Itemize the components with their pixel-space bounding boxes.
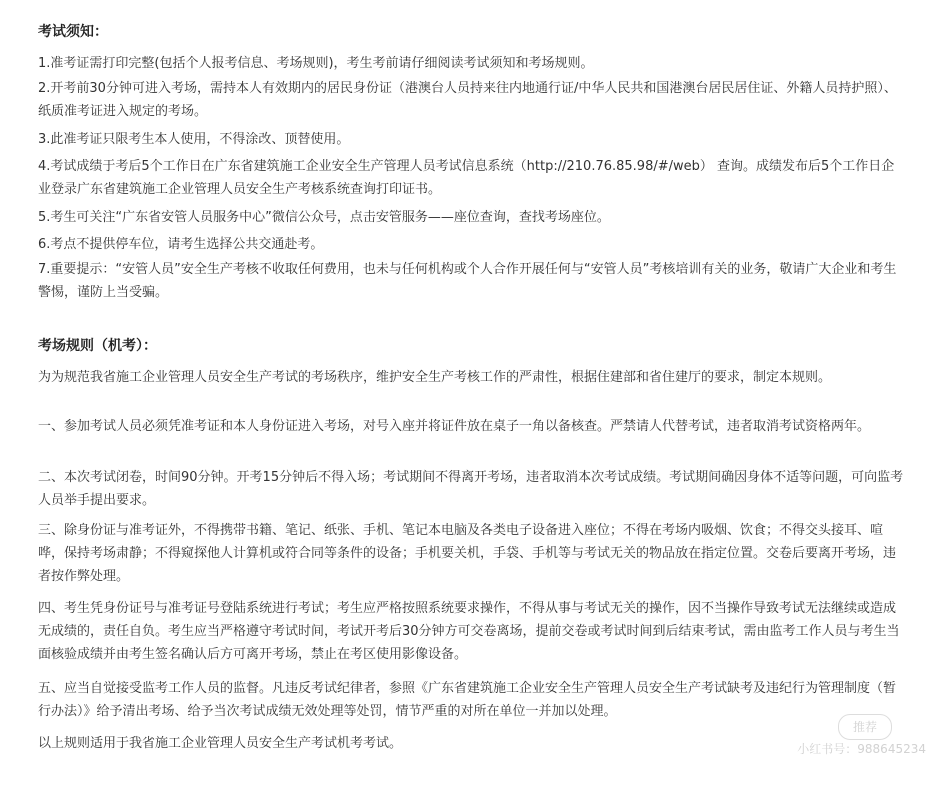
watermark-text: 小红书号：988645234 xyxy=(797,742,926,756)
notice-item-1: 1.准考证需打印完整(包括个人报考信息、考场规则)，考生考前请仔细阅读考试须知和考场规则。 xyxy=(38,56,594,71)
notice-item-2: 2.开考前30分钟可进入考场，需持本人有效期内的居民身份证（港澳台人员持来往内地通行证/中华人民共和国港澳台居民居住证、外籍人员持护照）、纸质准考证进入规定的考场。 xyxy=(38,81,897,119)
notice-title: 考试须知： xyxy=(38,24,108,40)
rules-item-5: 五、应当自觉接受监考工作人员的监督。凡违反考试纪律者，参照《广东省建筑施工企业安全生产管理人员安全生产考试缺考及违纪行为管理制度（暂行办法）》给予清出考场、给予当次考试成绩无效处理等处罚，情节严重的对所在单位一并加以处理。 xyxy=(38,681,897,719)
rules-item-3: 三、除身份证与准考证外，不得携带书籍、笔记、纸张、手机、笔记本电脑及各类电子设备进入座位；不得在考场内吸烟、饮食；不得交头接耳、喧哗，保持考场肃静；不得窥探他人计算机或符合同等条件的设备；手机要关机，手袋、手机等与考试无关的物品放在指定位置。交卷后要离开考场，违者按作弊处理。 xyxy=(38,523,897,584)
notice-item-6: 6.考点不提供停车位，请考生选择公共交通赴考。 xyxy=(38,237,324,252)
notice-item-7: 7.重要提示：“安管人员”安全生产考核不收取任何费用，也未与任何机构或个人合作开展任何与“安管人员”考核培训有关的业务，敬请广大企业和考生警惕，谨防上当受骗。 xyxy=(38,262,897,300)
watermark-badge: 推荐 xyxy=(838,714,892,740)
rules-item-2: 二、本次考试闭卷，时间90分钟。开考15分钟后不得入场；考试期间不得离开考场，违者取消本次考试成绩。考试期间确因身体不适等问题，可向监考人员举手提出要求。 xyxy=(38,470,904,508)
rules-item-1: 一、参加考试人员必须凭准考证和本人身份证进入考场，对号入座并将证件放在桌子一角以备核查。严禁请人代替考试，违者取消考试资格两年。 xyxy=(38,419,871,434)
rules-item-4: 四、考生凭身份证号与准考证号登陆系统进行考试；考生应严格按照系统要求操作，不得从事与考试无关的操作，因不当操作导致考试无法继续或造成无成绩的，责任自负。考生应当严格遵守考试时间，考试开考后30分钟方可交卷离场，提前交卷或考试时间到后结束考试，需由监考工作人员与考生当面核验成绩并由考生签名确认后方可离开考场，禁止在考区使用影像设备。 xyxy=(38,601,900,662)
rules-closing: 以上规则适用于我省施工企业管理人员安全生产考试机考考试。 xyxy=(38,736,403,751)
rules-title: 考场规则（机考）： xyxy=(38,338,157,354)
rules-intro: 为为规范我省施工企业管理人员安全生产考试的考场秩序，维护安全生产考核工作的严肃性，根据住建部和省住建厅的要求，制定本规则。 xyxy=(38,370,832,385)
notice-item-4: 4.考试成绩于考后5个工作日在广东省建筑施工企业安全生产管理人员考试信息系统（http://210.76.85.98/#/web） 查询。成绩发布后5个工作日企业登录广东省建筑施工企业管理人员安全生产考核系统查询打印证书。 xyxy=(38,159,895,197)
notice-item-5: 5.考生可关注“广东省安管人员服务中心”微信公众号，点击安管服务——座位查询，查找考场座位。 xyxy=(38,210,610,225)
notice-item-3: 3.此准考证只限考生本人使用，不得涂改、顶替使用。 xyxy=(38,132,350,147)
